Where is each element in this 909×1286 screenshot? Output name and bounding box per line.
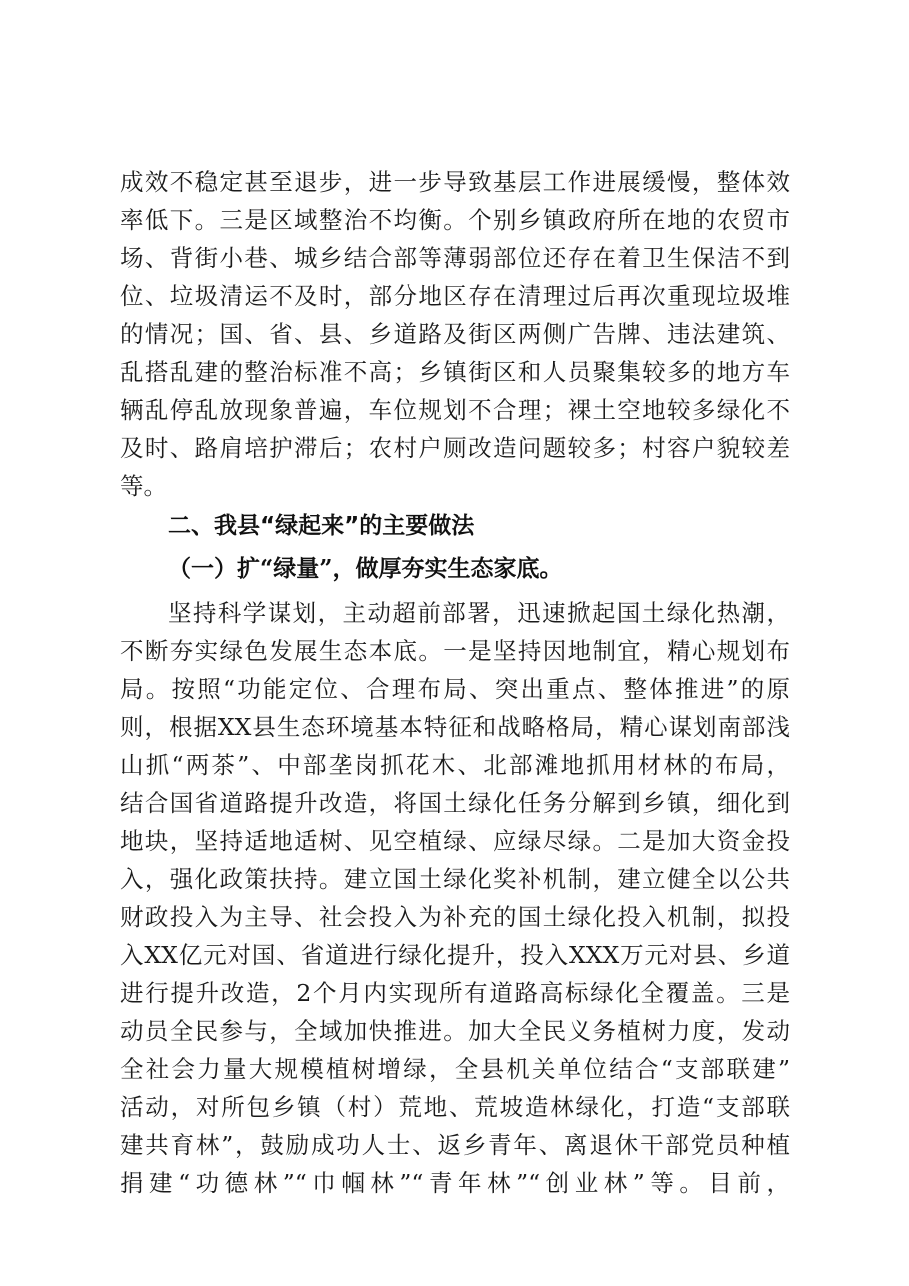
paragraph-line: 捐建“功德林”“巾帼林”“青年林”“创业林”等。目前， xyxy=(120,1169,790,1197)
paragraph-line: 入XX亿元对国、省道进行绿化提升，投入XXX万元对县、乡道 xyxy=(120,941,790,969)
paragraph-line: 动员全民参与，全域加快推进。加大全民义务植树力度，发动 xyxy=(120,1017,790,1045)
paragraph-line: 及时、路肩培护滞后；农村户厕改造问题较多；村容户貌较差 xyxy=(120,434,790,462)
paragraph-line: 局。按照“功能定位、合理布局、突出重点、整体推进”的原 xyxy=(120,675,790,703)
paragraph-line: 率低下。三是区域整治不均衡。个别乡镇政府所在地的农贸市 xyxy=(120,206,790,234)
paragraph-line: 坚持科学谋划，主动超前部署，迅速掀起国土绿化热潮， xyxy=(168,599,790,627)
paragraph-line: 结合国省道路提升改造，将国土绿化任务分解到乡镇，细化到 xyxy=(120,789,790,817)
paragraph-line: 等。 xyxy=(120,472,167,500)
section-heading: 二、我县“绿起来”的主要做法 xyxy=(168,513,475,539)
paragraph-line: 乱搭乱建的整治标准不高；乡镇街区和人员聚集较多的地方车 xyxy=(120,358,790,386)
paragraph-line: 入，强化政策扶持。建立国土绿化奖补机制，建立健全以公共 xyxy=(120,865,790,893)
paragraph-line: 建共育林”，鼓励成功人士、返乡青年、离退休干部党员种植 xyxy=(120,1131,790,1159)
paragraph-line: 成效不稳定甚至退步，进一步导致基层工作进展缓慢，整体效 xyxy=(120,168,790,196)
paragraph-line: 山抓“两茶”、中部垄岗抓花木、北部滩地抓用材林的布局， xyxy=(120,751,790,779)
paragraph-line: 则，根据XX县生态环境基本特征和战略格局，精心谋划南部浅 xyxy=(120,713,790,741)
paragraph-line: 不断夯实绿色发展生态本底。一是坚持因地制宜，精心规划布 xyxy=(120,637,790,665)
paragraph-line: 场、背街小巷、城乡结合部等薄弱部位还存在着卫生保洁不到 xyxy=(120,244,790,272)
subsection-heading: （一）扩“绿量”，做厚夯实生态家底。 xyxy=(168,555,563,582)
paragraph-line: 活动，对所包乡镇（村）荒地、荒坡造林绿化，打造“支部联 xyxy=(120,1093,790,1121)
paragraph-line: 的情况；国、省、县、乡道路及街区两侧广告牌、违法建筑、 xyxy=(120,320,790,348)
paragraph-line: 辆乱停乱放现象普遍，车位规划不合理；裸土空地较多绿化不 xyxy=(120,396,790,424)
paragraph-line: 全社会力量大规模植树增绿，全县机关单位结合“支部联建” xyxy=(120,1055,790,1083)
paragraph-line: 进行提升改造，2个月内实现所有道路高标绿化全覆盖。三是 xyxy=(120,979,790,1007)
paragraph-line: 财政投入为主导、社会投入为补充的国土绿化投入机制，拟投 xyxy=(120,903,790,931)
paragraph-line: 地块，坚持适地适树、见空植绿、应绿尽绿。二是加大资金投 xyxy=(120,827,790,855)
paragraph-line: 位、垃圾清运不及时，部分地区存在清理过后再次重现垃圾堆 xyxy=(120,282,790,310)
